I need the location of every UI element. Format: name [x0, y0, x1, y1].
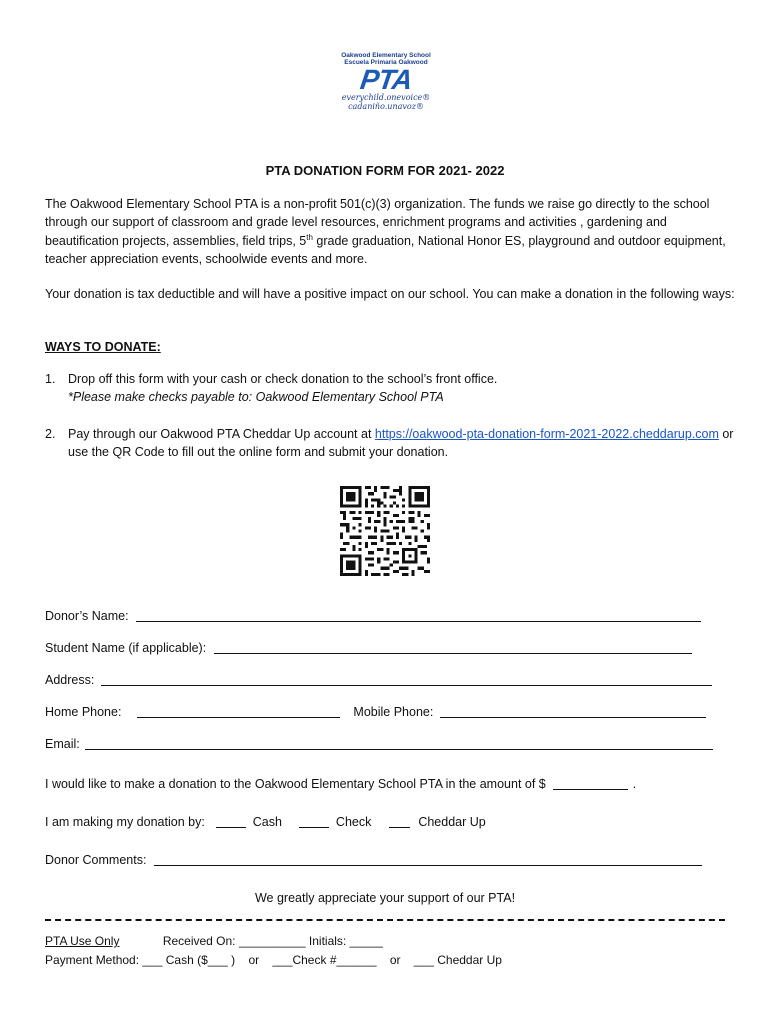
intro-text-2: grade graduation, National Honor ES, playground and outdoor equipment, teacher appreciation events, schoolwide events and more.	[45, 233, 726, 266]
check-blank[interactable]	[299, 814, 329, 828]
amount-label: I would like to make a donation to the Oakwood Elementary School PTA in the amount of $	[45, 777, 546, 791]
logo-tagline-es: cadaniño.unavoz®	[348, 102, 424, 111]
student-name-line[interactable]	[214, 640, 692, 654]
donor-name-label: Donor’s Name:	[45, 609, 129, 623]
donor-comments-label: Donor Comments:	[45, 853, 147, 867]
logo-tagline-en: everychild.onevoice®	[341, 93, 431, 102]
ways-heading-text: WAYS TO DONATE	[45, 340, 157, 354]
home-phone-label: Home Phone:	[45, 705, 122, 719]
phone-field[interactable]	[45, 703, 706, 723]
donor-comments-field[interactable]	[45, 851, 702, 871]
logo-school-name-en: Oakwood Elementary School	[341, 52, 431, 59]
email-label: Email:	[45, 737, 80, 751]
cheddar-up-option: Cheddar Up	[418, 815, 486, 829]
cheddar-text-after: or use the QR Code to fill out the online form and submit your donation.	[68, 427, 734, 459]
cheddar-text-before: Pay through our Oakwood PTA Cheddar Up account at	[68, 427, 375, 441]
donor-name-line[interactable]	[136, 608, 701, 622]
email-field[interactable]	[45, 735, 713, 755]
student-name-label: Student Name (if applicable):	[45, 641, 207, 655]
student-name-field[interactable]	[45, 639, 692, 659]
payment-method-field[interactable]	[45, 813, 486, 833]
logo-school-name-es: Escuela Primaria Oakwood	[344, 59, 428, 66]
amount-period: .	[632, 777, 637, 791]
cheddar-up-link[interactable]: https://oakwood-pta-donation-form-2021-2022.cheddarup.com	[374, 427, 719, 441]
received-on-text: Received On: __________ Initials: _____	[162, 934, 383, 948]
cheddar-blank[interactable]	[389, 814, 410, 828]
payment-method-label: I am making my donation by:	[45, 815, 205, 829]
cash-blank[interactable]	[216, 814, 246, 828]
amount-field[interactable]	[45, 775, 636, 795]
tax-note: Your donation is tax deductible and will have a positive impact on our school. You can make a donation in the following ways:	[45, 287, 735, 301]
drop-off-text: Drop off this form with your cash or check donation to the school’s front office.	[68, 372, 498, 386]
logo-pta-mark: PTA	[358, 64, 414, 95]
list-number: 1.	[45, 372, 56, 386]
ways-heading-colon: :	[156, 340, 161, 354]
intro-superscript: th	[306, 232, 313, 242]
check-option: Check	[335, 815, 372, 829]
pta-use-only-label: PTA Use Only	[45, 934, 120, 948]
intro-paragraph	[45, 195, 735, 268]
appreciation-text: We greatly appreciate your support of our PTA!	[254, 891, 516, 905]
donor-name-field[interactable]	[45, 607, 701, 627]
mobile-phone-label: Mobile Phone:	[353, 705, 434, 719]
pta-logo	[334, 52, 438, 122]
address-label: Address:	[45, 673, 95, 687]
donor-comments-line[interactable]	[154, 852, 702, 866]
office-use-row-2	[45, 951, 502, 969]
form-title: PTA DONATION FORM FOR 2021- 2022	[265, 163, 505, 178]
home-phone-line[interactable]	[137, 704, 340, 718]
office-use-row-1	[45, 932, 383, 950]
address-field[interactable]	[45, 671, 712, 691]
intro-text-1: The Oakwood Elementary School PTA is a non-profit 501(c)(3) organization. The funds we raise go directly to the school through our support of classroom and grade level resources, enrichment programs and activities , gardening and beautification projects, assemblies, field trips, 5	[45, 197, 710, 248]
ways-heading	[45, 338, 735, 356]
amount-line[interactable]	[553, 776, 628, 790]
cash-option: Cash	[252, 815, 282, 829]
email-line[interactable]	[85, 736, 713, 750]
qr-code[interactable]	[340, 485, 430, 577]
cut-line-divider	[45, 913, 725, 921]
address-line[interactable]	[101, 672, 712, 686]
payment-method-office-text: Payment Method: ___ Cash ($___ ) or ___Check #______ or ___ Cheddar Up	[45, 953, 502, 967]
check-payable-note: *Please make checks payable to: Oakwood Elementary School PTA	[68, 390, 444, 404]
list-number: 2.	[45, 427, 56, 441]
mobile-phone-line[interactable]	[440, 704, 706, 718]
